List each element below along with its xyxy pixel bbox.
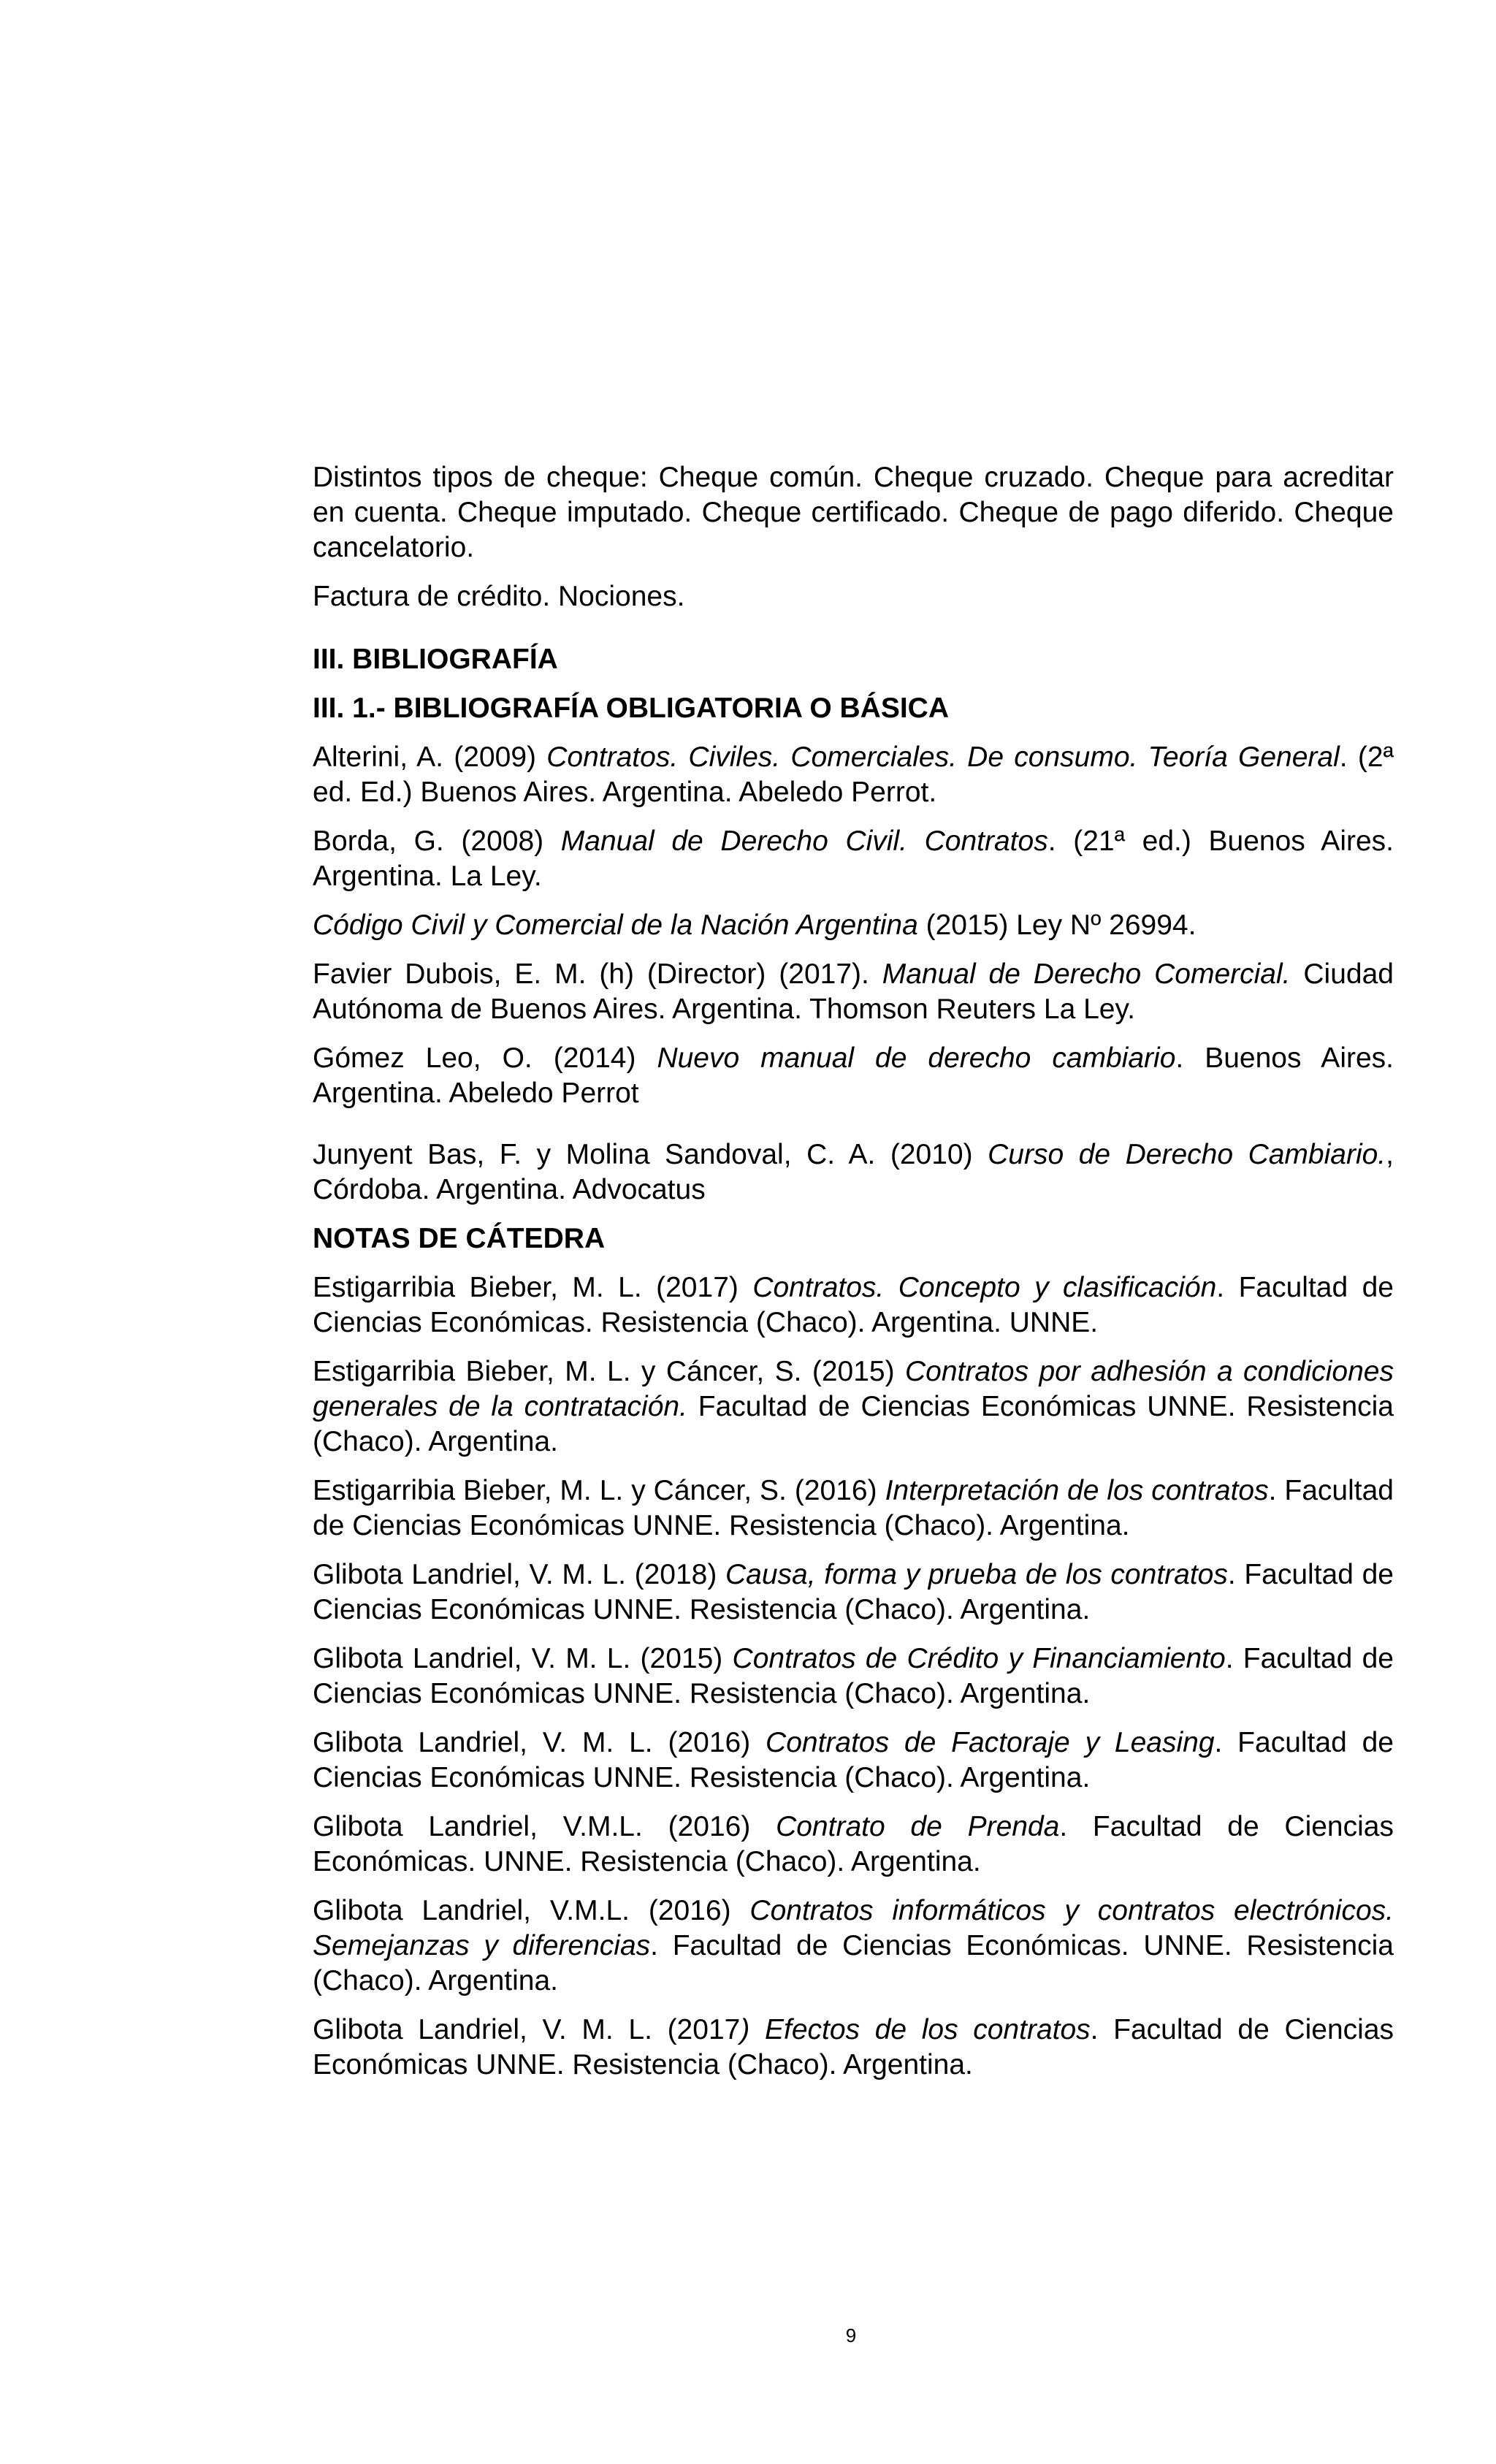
reference-details: Ciudad Autónoma de Buenos Aires. Argentina. Thomson Reuters La Ley. [313, 958, 1394, 1025]
note-title: Contrato de Prenda [776, 1811, 1060, 1842]
reference-item [313, 957, 1394, 1027]
reference-item [313, 740, 1394, 810]
page-number: 9 [845, 2324, 857, 2346]
bibliography-heading: III. BIBLIOGRAFÍA [313, 644, 558, 675]
note-title: Causa, forma y prueba de los contratos [725, 1559, 1228, 1590]
note-title: Contratos de Crédito y Financiamiento [732, 1643, 1226, 1674]
cheque-types-paragraph: Distintos tipos de cheque: Cheque común. Cheque cruzado. Cheque para acreditar en cuenta. Cheque imputado. Cheque certificado. Cheque de pago diferido. Cheque cancelatorio. [313, 462, 1394, 563]
reference-title: Código Civil y Comercial de la Nación Argentina [313, 909, 918, 941]
mandatory-bibliography-heading: III. 1.- BIBLIOGRAFÍA OBLIGATORIA O BÁSICA [313, 693, 950, 724]
note-details: . Facultad de Ciencias Económicas UNNE. Resistencia (Chaco). Argentina. [313, 1475, 1394, 1541]
note-details: . Facultad de Ciencias Económicas. UNNE. Resistencia (Chaco). Argentina. [313, 1930, 1394, 1996]
reference-author: Junyent Bas, F. y Molina Sandoval, C. A. (2010) [313, 1139, 988, 1170]
note-title: Interpretación de los contratos [885, 1475, 1269, 1506]
note-details: . Facultad de Ciencias Económicas. Resistencia (Chaco). Argentina. UNNE. [313, 1272, 1394, 1338]
reference-details: . Buenos Aires. Argentina. Abeledo Perrot [313, 1042, 1394, 1109]
note-title: Contratos. Concepto y clasificación [752, 1272, 1217, 1303]
note-item [313, 1473, 1394, 1544]
reference-details: (2015) Ley Nº 26994. [917, 909, 1197, 941]
reference-author: Favier Dubois, E. M. (h) (Director) (2017). [313, 958, 882, 990]
note-details: . Facultad de Ciencias Económicas UNNE. Resistencia (Chaco). Argentina. [313, 2014, 1394, 2080]
reference-author: Borda, G. (2008) [313, 825, 561, 857]
note-details: . Facultad de Ciencias Económicas UNNE. Resistencia (Chaco). Argentina. [313, 1643, 1394, 1709]
reference-item [313, 824, 1394, 894]
note-author: Glibota Landriel, V.M.L. (2016) [313, 1811, 776, 1842]
reference-details: , Córdoba. Argentina. Advocatus [313, 1139, 1394, 1205]
note-item [313, 1809, 1394, 1880]
reference-item [313, 908, 1394, 943]
note-item [313, 2013, 1394, 2083]
reference-details: . (2ª ed. Ed.) Buenos Aires. Argentina. Abeledo Perrot. [313, 741, 1394, 808]
note-title: Contratos por adhesión a condiciones generales de la contratación. [313, 1356, 1394, 1422]
note-author: Glibota Landriel, V. M. L. (2017 [313, 2014, 741, 2045]
reference-details: . (21ª ed.) Buenos Aires. Argentina. La Ley. [313, 825, 1394, 892]
document-page [313, 460, 1394, 2097]
note-item [313, 1725, 1394, 1796]
note-author: Estigarribia Bieber, M. L. (2017) [313, 1272, 753, 1303]
reference-title: Curso de Derecho Cambiario. [988, 1139, 1386, 1170]
note-details: . Facultad de Ciencias Económicas UNNE. Resistencia (Chaco). Argentina. [313, 1559, 1394, 1625]
note-details: . Facultad de Ciencias Económicas UNNE. Resistencia (Chaco). Argentina. [313, 1727, 1394, 1793]
reference-item [313, 1041, 1394, 1111]
note-item [313, 1557, 1394, 1628]
reference-title: Manual de Derecho Civil. Contratos [560, 825, 1048, 857]
note-details: Facultad de Ciencias Económicas UNNE. Resistencia (Chaco). Argentina. [313, 1391, 1394, 1457]
note-author: Glibota Landriel, V. M. L. (2016) [313, 1727, 766, 1758]
reference-author: Gómez Leo, O. (2014) [313, 1042, 657, 1074]
factura-paragraph: Factura de crédito. Nociones. [313, 581, 685, 612]
note-details: . Facultad de Ciencias Económicas. UNNE. Resistencia (Chaco). Argentina. [313, 1811, 1394, 1877]
reference-item [313, 1137, 1394, 1208]
note-author: Glibota Landriel, V.M.L. (2016) [313, 1895, 750, 1926]
note-item [313, 1893, 1394, 1999]
note-title: ) Efectos de los contratos [740, 2014, 1091, 2045]
reference-title: Manual de Derecho Comercial. [882, 958, 1291, 990]
reference-title: Contratos. Civiles. Comerciales. De consumo. Teoría General [546, 741, 1340, 773]
note-item [313, 1641, 1394, 1712]
note-author: Estigarribia Bieber, M. L. y Cáncer, S. (2016) [313, 1475, 885, 1506]
note-author: Estigarribia Bieber, M. L. y Cáncer, S. (2015) [313, 1356, 905, 1387]
note-item [313, 1354, 1394, 1460]
note-author: Glibota Landriel, V. M. L. (2018) [313, 1559, 726, 1590]
note-author: Glibota Landriel, V. M. L. (2015) [313, 1643, 733, 1674]
note-item [313, 1270, 1394, 1340]
note-title: Contratos informáticos y contratos electrónicos. Semejanzas y diferencias [313, 1895, 1394, 1961]
course-notes-heading: NOTAS DE CÁTEDRA [313, 1223, 606, 1254]
reference-author: Alterini, A. (2009) [313, 741, 547, 773]
note-title: Contratos de Factoraje y Leasing [766, 1727, 1215, 1758]
reference-title: Nuevo manual de derecho cambiario [657, 1042, 1176, 1074]
